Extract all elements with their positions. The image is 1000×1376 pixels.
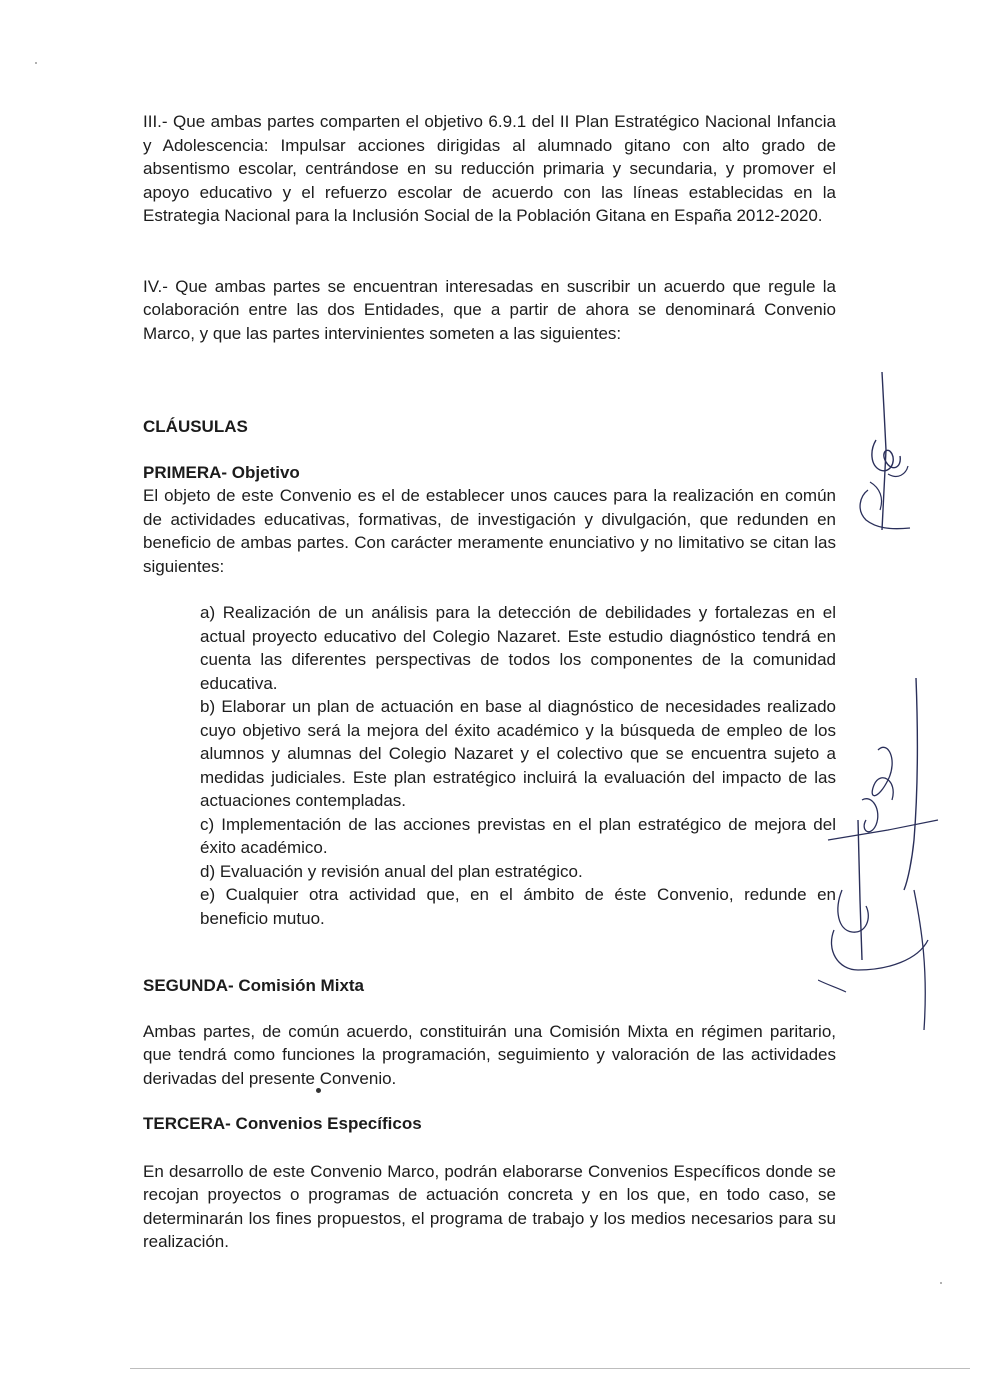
paragraph-iv: IV.- Que ambas partes se encuentran interesadas en suscribir un acuerdo que regule la colaboración entre las dos Entidades, que a partir de ahora se denominará Convenio Marco, y que las partes intervinientes someten a las siguientes: [143, 276, 836, 343]
list-item: d) Evaluación y revisión anual del plan estratégico. [200, 861, 583, 881]
document-body [143, 110, 836, 1254]
list-item: b) Elaborar un plan de actuación en base al diagnóstico de necesidades realizado cuyo objetivo será la mejora del éxito académico y la búsqueda de empleo de los alumnos y alumnas del Colegio Nazaret y el colectivo que se encuentra sujeto a medidas judiciales. Este plan estratégico incluirá la evaluación del impacto de las actuaciones contempladas. [200, 697, 836, 810]
scan-speck [35, 62, 37, 64]
scan-edge-line [130, 1368, 970, 1369]
paragraph-iii: III.- Que ambas partes comparten el objetivo 6.9.1 del II Plan Estratégico Nacional Infancia y Adolescencia: Impulsar acciones dirigidas al alumnado gitano con alto grado de absentismo escolar, centrándose en su reducción primaria y secundaria, y promover el apoyo educativo y el refuerzo escolar de acuerdo con las líneas establecidas en la Estrategia Nacional para la Inclusión Social de la Población Gitana en España 2012-2020. [143, 112, 836, 225]
segunda-text: Ambas partes, de común acuerdo, constituirán una Comisión Mixta en régimen paritario, que tendrá como funciones la programación, seguimiento y valoración de las actividades derivadas del presente Convenio. [143, 1021, 836, 1088]
signature-lower [818, 670, 943, 1040]
clausulas-heading: CLÁUSULAS [143, 417, 248, 436]
scan-speck [316, 1088, 321, 1093]
list-item: e) Cualquier otra actividad que, en el ámbito de éste Convenio, redunde en beneficio mutuo. [200, 885, 836, 928]
primera-title: PRIMERA- Objetivo [143, 462, 300, 482]
list-item: a) Realización de un análisis para la detección de debilidades y fortalezas en el actual proyecto educativo del Colegio Nazaret. Este estudio diagnóstico tendrá en cuenta las diferentes perspectivas de todos los componentes de la comunidad educativa. [200, 603, 836, 693]
primera-intro: El objeto de este Convenio es el de establecer unos cauces para la realización en común de actividades educativas, formativas, de investigación y divulgación, que redunden en beneficio de ambas partes. Con carácter meramente enunciativo y no limitativo se citan las siguientes: [143, 486, 836, 576]
list-item: c) Implementación de las acciones previstas en el plan estratégico de mejora del éxito académico. [200, 814, 836, 857]
segunda-title: SEGUNDA- Comisión Mixta [143, 976, 365, 995]
primera-list [200, 601, 836, 930]
tercera-text: En desarrollo de este Convenio Marco, podrán elaborarse Convenios Específicos donde se recojan proyectos o programas de actuación concreta y en los que, en todo caso, se determinarán los fines propuestos, el programa de trabajo y los medios necesarios para su realización. [143, 1161, 836, 1251]
tercera-title: TERCERA- Convenios Específicos [143, 1114, 422, 1133]
signature-upper [840, 370, 920, 540]
scan-speck [940, 1282, 942, 1284]
